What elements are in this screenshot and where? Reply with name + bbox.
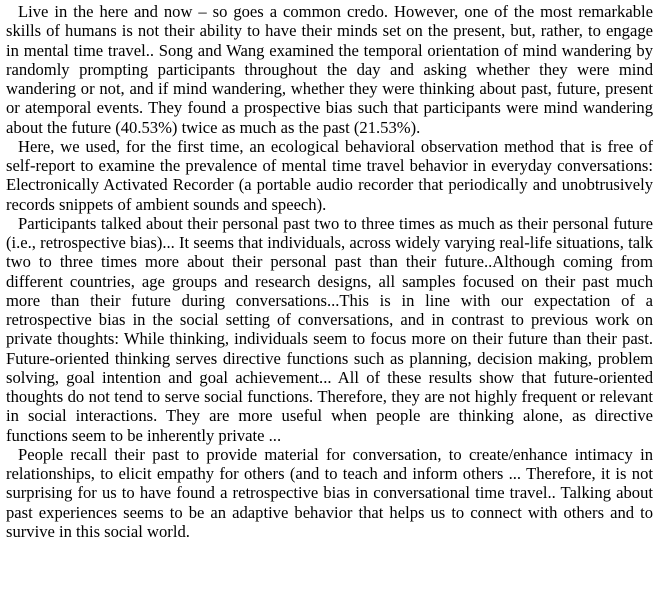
- paragraph-conclusion: People recall their past to provide material for conversation, to create/enhance intimacy in relationships, to elicit empathy for others (and to teach and inform others ... Therefore, it is not surprising for us to have found a retrospective bias in conversational time travel.. Talking about past experiences seems to be an adaptive behavior that helps us to connect with others and to survive in this social world.: [6, 444, 653, 541]
- paragraph-mental-time-travel-intro: Live in the here and now – so goes a common credo. However, one of the most remarkable skills of humans is not their ability to have their minds set on the present, but, rather, to engage in mental time travel.. Song and Wang examined the temporal orientation of mind wandering by randomly prompting participants throughout the day and asking whether they were mind wandering or not, and if mind wandering, whether they were thinking about past, future, present or atemporal events. They found a prospective bias such that participants were mind wandering about the future (40.53%) twice as much as the past (21.53%).: [6, 2, 653, 137]
- paragraph-method: Here, we used, for the first time, an ecological behavioral observation method that is free of self-report to examine the prevalence of mental time travel behavior in everyday conversations: Electronically Activated Recorder (a portable audio recorder that periodically and unobtrusively records snippets of ambient sounds and speech).: [6, 136, 653, 214]
- paragraph-results: Participants talked about their personal past two to three times as much as their personal future (i.e., retrospective bias)... It seems that individuals, across widely varying real-life situations, talk two to three times more about their personal past than their future..Although coming from different countries, age groups and research designs, all samples focused on their past much more than their future during conversations...This is in line with our expectation of a retrospective bias in the social setting of conversations, and in contrast to previous work on private thoughts: While thinking, individuals seem to focus more on their future than their past. Future-oriented thinking serves directive functions such as planning, decision making, problem solving, goal intention and goal achievement... All of these results show that future-oriented thoughts do not tend to serve social functions. Therefore, they are not highly frequent or relevant in social interactions. They are more useful when people are thinking alone, as directive functions seem to be inherently private ...: [6, 213, 653, 445]
